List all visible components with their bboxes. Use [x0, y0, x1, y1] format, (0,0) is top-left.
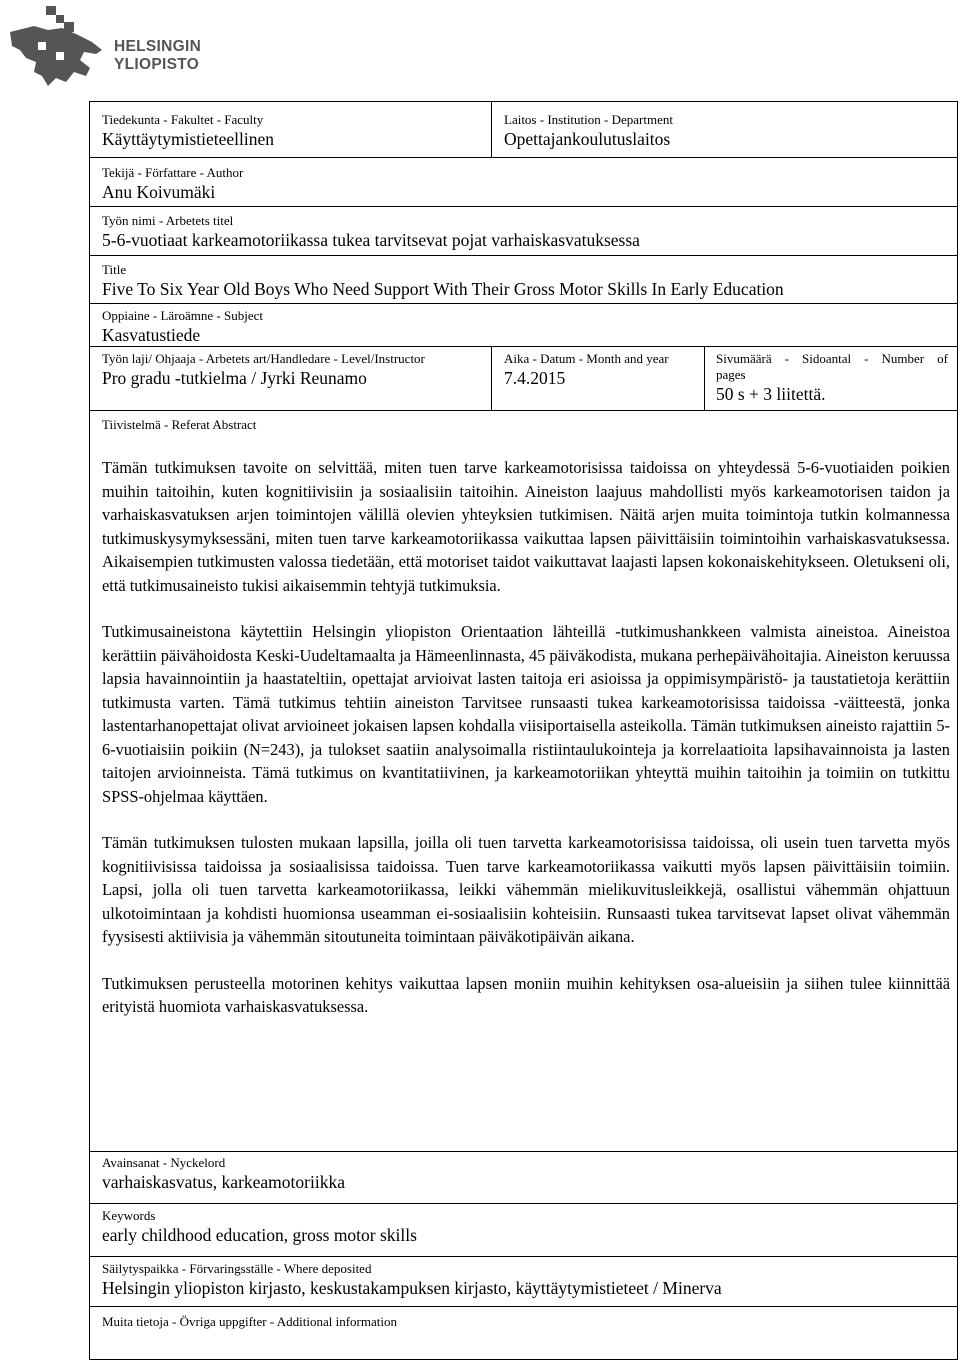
- subject-value: Kasvatustiede: [102, 325, 201, 345]
- department-label: Laitos - Institution - Department: [504, 112, 673, 127]
- level-label: Työn laji/ Ohjaaja - Arbetets art/Handledare - Level/Instructor: [102, 351, 425, 366]
- divider: [90, 1306, 957, 1307]
- author-cell: [102, 165, 243, 203]
- divider: [704, 346, 705, 410]
- abstract-body: [102, 456, 950, 1042]
- abstract-label: Tiivistelmä - Referat Abstract: [102, 417, 257, 432]
- helsinki-logo-icon: [4, 2, 108, 90]
- divider: [491, 346, 492, 410]
- title-value: Five To Six Year Old Boys Who Need Support With Their Gross Motor Skills In Early Education: [102, 279, 784, 299]
- pages-label: Sivumäärä - Sidoantal - Number of: [716, 351, 948, 366]
- subject-label: Oppiaine - Läroämne - Subject: [102, 308, 263, 323]
- department-cell: [504, 112, 673, 150]
- additional-label: Muita tietoja - Övriga uppgifter - Additional information: [102, 1314, 397, 1329]
- faculty-value: Käyttäytymistieteellinen: [102, 129, 275, 149]
- abstract-paragraph: Tämän tutkimuksen tulosten mukaan lapsilla, joilla oli tuen tarvetta karkeamotorisissa taidoissa, oli usein tuen tarvetta myös kognitiivisissa taidoissa ja sosiaalisissa taidoissa. Tuen tarve karkeamotoriikassa vaikutti myös lapsen päivittäisiin toimiin. Lapsi, jolla oli tuen tarvetta karkeamotoriikassa, leikki vähemmän mielikuvitusleikkejä, osallistui vähemmän ohjattuun ulkotoimintaan ja kohdisti huomionsa useamman ei-sosiaalisiin kohteisiin. Runsaasti tukea tarvitsevat lapset olivat vähemmän fyysisesti aktiivisia ja vähemmän sitoutuneita toimintaan päiväkotipäivän aikana.: [102, 833, 950, 946]
- date-value: 7.4.2015: [504, 368, 566, 388]
- keywords-fi-cell: [102, 1155, 345, 1193]
- pages-label-line2: pages: [716, 367, 746, 382]
- keywords-en-value: early childhood education, gross motor skills: [102, 1225, 417, 1245]
- abstract-form: [89, 101, 958, 1360]
- keywords-en-label: Keywords: [102, 1208, 156, 1223]
- abstract-paragraph: Tutkimuksen perusteella motorinen kehitys vaikuttaa lapsen moniin muihin kehityksen osa-alueisiin ja siihen tulee kiinnittää erityistä huomiota varhaiskasvatuksessa.: [102, 973, 950, 1016]
- abstract-label-cell: [102, 417, 256, 433]
- title-label: Title: [102, 262, 127, 277]
- logo-text: HELSINGIN YLIOPISTO: [114, 38, 202, 73]
- faculty-cell: [102, 112, 274, 150]
- title-cell: [102, 262, 784, 300]
- author-label: Tekijä - Författare - Author: [102, 165, 244, 180]
- work-title-value: 5-6-vuotiaat karkeamotoriikassa tukea tarvitsevat pojat varhaiskasvatuksessa: [102, 230, 640, 250]
- department-value: Opettajankoulutuslaitos: [504, 129, 671, 149]
- level-value: Pro gradu -tutkielma / Jyrki Reunamo: [102, 368, 367, 388]
- divider: [90, 157, 957, 158]
- divider: [90, 1151, 957, 1152]
- date-label: Aika - Datum - Month and year: [504, 351, 669, 366]
- divider: [90, 346, 957, 347]
- abstract-paragraph: Tutkimusaineistona käytettiin Helsingin yliopiston Orientaation lähteillä -tutkimushankkeen valmista aineistoa. Aineistoa kerättiin päivähoidosta Keski-Uudeltamaalta ja Hämeenlinnasta, 45 päiväkodista, mukana perhepäivähoitajia. Aineiston keruussa lapsia havainnointiin ja haastateltiin, opettajat arvioivat lasten taitoja eri asioissa ja oppimisympäristö- ja taustatietoja kerättiin tutkimusta varten. Tämä tutkimus tehtiin aineiston Tarvitsee runsaasti tukea karkeamotorisissa taidoissa -väitteestä, jonka lastentarhanopettajat olivat arvioineet jokaisen lapsen kohdalla viisiportaisella asteikolla. Tämän tutkimuksen aineisto rajattiin 5-6-vuotiaisiin poikiin (N=243), ja tulokset saatiin analysoimalla ristiintaulukointeja ja korrelaatioita lapsihavainnoista ja lasten taitojen arvioinneista. Tämä tutkimus on kvantitatiivinen, ja karkeamotoriikan yhteyttä muihin taitoihin ja toimiin on tutkittu SPSS-ohjelmaa käyttäen.: [102, 622, 950, 806]
- divider: [90, 1203, 957, 1204]
- faculty-label: Tiedekunta - Fakultet - Faculty: [102, 112, 264, 127]
- deposit-cell: [102, 1261, 722, 1299]
- work-title-cell: [102, 213, 640, 251]
- author-value: Anu Koivumäki: [102, 182, 216, 202]
- divider: [90, 1256, 957, 1257]
- divider: [90, 303, 957, 304]
- pages-cell: [716, 351, 948, 405]
- divider: [491, 102, 492, 157]
- university-logo: [4, 2, 264, 90]
- work-title-label: Työn nimi - Arbetets titel: [102, 213, 234, 228]
- abstract-paragraph: Tämän tutkimuksen tavoite on selvittää, miten tuen tarve karkeamotorisissa taidoissa on yhteydessä 5-6-vuotiaiden poikien muihin taitoihin, kuten kognitiivisiin ja sosiaalisiin taitoihin. Aineiston laajuus mahdollisti myös karkeamotorisen taidon ja varhaiskasvatuksen arjen toimintojen välillä olevien yhteyksien tutkimisen. Näitä arjen muita toimintoja tutkin kolmannessa tutkimuskysymyksessäni, miten tuen tarve karkeamotoriikassa vaikuttaa lapsen päivittäisiin toimintoihin varhaiskasvatuksessa. Aikaisempien tutkimusten valossa tiedetään, että motoriset taidot vaikuttavat laajasti lapsen kokonaiskehitykseen. Oletukseni oli, että tutkimusaineisto tukisi aikaisemmin tehtyjä tutkimuksia.: [102, 458, 950, 595]
- keywords-fi-label: Avainsanat - Nyckelord: [102, 1155, 226, 1170]
- divider: [90, 206, 957, 207]
- subject-cell: [102, 308, 263, 346]
- keywords-fi-value: varhaiskasvatus, karkeamotoriikka: [102, 1172, 345, 1192]
- divider: [90, 255, 957, 256]
- deposit-label: Säilytyspaikka - Förvaringsställe - Where deposited: [102, 1261, 372, 1276]
- date-cell: [504, 351, 669, 389]
- level-cell: [102, 351, 425, 389]
- divider: [90, 410, 957, 411]
- pages-value: 50 s + 3 liitettä.: [716, 384, 826, 404]
- additional-cell: [102, 1314, 397, 1330]
- keywords-en-cell: [102, 1208, 417, 1246]
- deposit-value: Helsingin yliopiston kirjasto, keskustakampuksen kirjasto, käyttäytymistieteet / Minerva: [102, 1278, 722, 1298]
